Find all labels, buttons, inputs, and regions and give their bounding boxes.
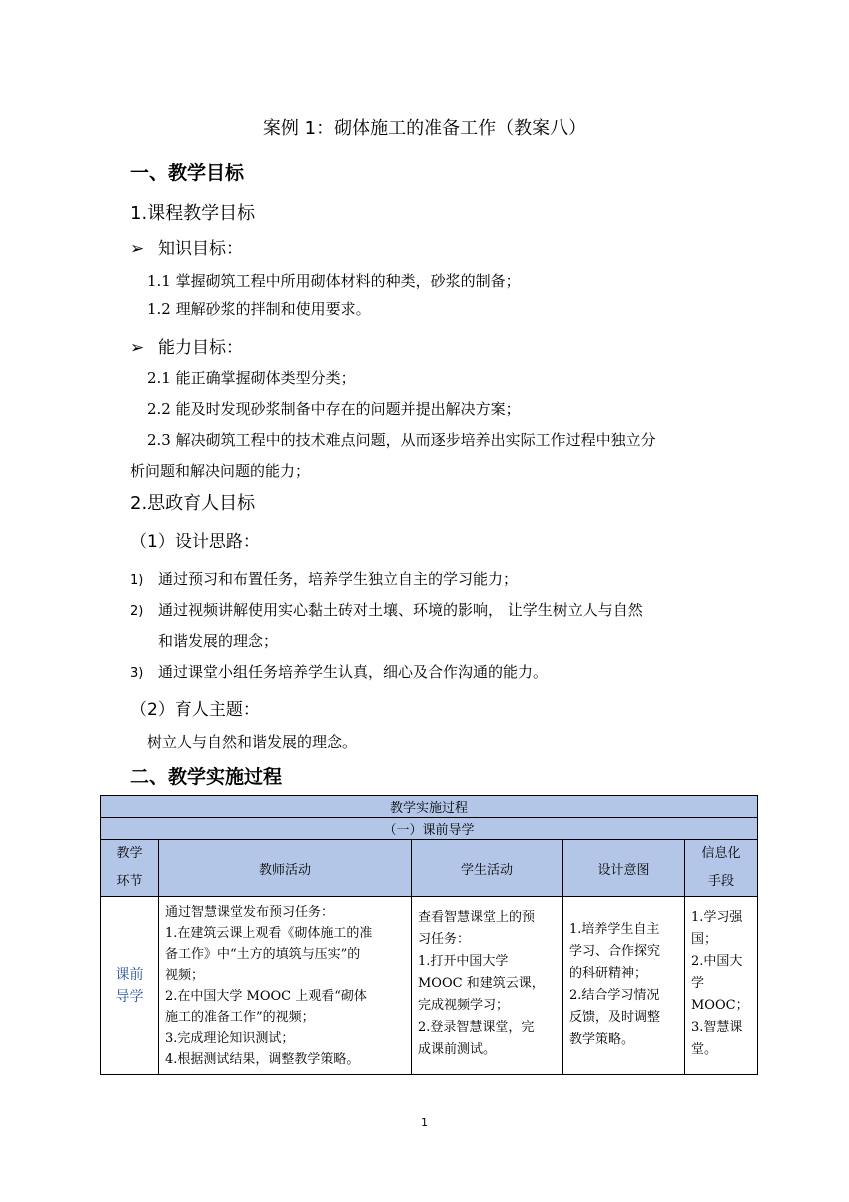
design-item <box>130 568 518 589</box>
cell-line: 国； <box>691 932 718 947</box>
header-stage <box>101 840 159 897</box>
design-item-text: 通过课堂小组任务培养学生认真，细心及合作沟通的能力。 <box>158 663 549 681</box>
header-it-line: 手段 <box>708 874 735 889</box>
cell-line: 2.在中国大学 MOOC 上观看“砌体 <box>165 988 367 1004</box>
cell-line: MOOC 和建筑云课， <box>418 976 545 991</box>
knowledge-goals-label: 知识目标： <box>158 239 243 259</box>
cell-it-means <box>685 897 758 1075</box>
table-row <box>101 897 758 1075</box>
section-heading-implementation: 二、教学实施过程 <box>130 766 283 788</box>
cell-line: 3.智慧课 <box>691 1020 743 1035</box>
knowledge-item: 1.1 掌握砌筑工程中所用砌体材料的种类，砂浆的制备； <box>147 272 521 290</box>
cell-line: 1.打开中国大学 <box>418 954 509 969</box>
knowledge-item: 1.2 理解砂浆的拌制和使用要求。 <box>147 300 371 318</box>
cell-line: 习任务： <box>418 932 471 947</box>
education-theme-heading: （2）育人主题： <box>130 700 260 720</box>
cell-line: 备工作》中“土方的填筑与压实”的 <box>165 946 361 962</box>
ability-goals-label: 能力目标： <box>158 338 243 358</box>
arrow-bullet-icon: ➢ <box>130 239 145 259</box>
ability-item: 2.2 能及时发现砂浆制备中存在的问题并提出解决方案； <box>147 400 521 418</box>
cell-line: 堂。 <box>691 1042 718 1057</box>
header-stage-line: 环节 <box>116 874 143 889</box>
cell-line: 1.学习强 <box>691 910 743 925</box>
ability-item: 2.1 能正确掌握砌体类型分类； <box>147 369 356 387</box>
teaching-process-table <box>100 795 758 1075</box>
knowledge-goals-heading <box>130 234 243 259</box>
design-item <box>130 599 643 620</box>
cell-teacher-activity <box>159 897 412 1075</box>
cell-line: 视频； <box>165 967 205 983</box>
cell-line: 成课前测试。 <box>418 1042 497 1057</box>
cell-line: 施工的准备工作”的视频； <box>165 1009 315 1025</box>
cell-line: 2.登录智慧课堂，完 <box>418 1020 535 1035</box>
design-item-number: 3) <box>130 666 144 681</box>
header-teacher-activity: 教师活动 <box>159 840 412 897</box>
cell-line: 查看智慧课堂上的预 <box>418 910 536 925</box>
cell-stage-line: 导学 <box>115 988 144 1005</box>
header-it-means <box>685 840 758 897</box>
header-it-line: 信息化 <box>701 846 741 861</box>
header-design-intent: 设计意图 <box>563 840 685 897</box>
cell-line: 通过智慧课堂发布预习任务： <box>165 904 335 920</box>
cell-line: 学习、合作探究 <box>569 944 661 959</box>
document-title: 案例 1：砌体施工的准备工作（教案八） <box>262 118 587 139</box>
design-item-continued: 和谐发展的理念； <box>158 632 279 650</box>
cell-line: 反馈，及时调整 <box>569 1010 661 1025</box>
cell-stage-line: 课前 <box>115 966 144 983</box>
subsection-heading-ideological-goals: 2.思政育人目标 <box>130 493 256 514</box>
cell-line: 1.在建筑云课上观看《砌体施工的准 <box>165 925 373 941</box>
cell-line: 4.根据测试结果，调整教学策略。 <box>165 1051 360 1067</box>
page-number: 1 <box>421 1116 428 1129</box>
cell-line: 1.培养学生自主 <box>569 922 660 937</box>
header-student-activity: 学生活动 <box>412 840 563 897</box>
cell-stage <box>101 897 159 1075</box>
design-item-number: 1) <box>130 573 144 588</box>
cell-line: MOOC； <box>691 998 749 1013</box>
cell-line: 3.完成理论知识测试； <box>165 1030 295 1046</box>
arrow-bullet-icon: ➢ <box>130 338 145 358</box>
ability-goals-heading <box>130 333 243 358</box>
cell-design-intent <box>563 897 685 1075</box>
table-caption: 教学实施过程 <box>101 796 758 818</box>
cell-student-activity <box>412 897 563 1075</box>
cell-line: 完成视频学习； <box>418 998 510 1013</box>
cell-line: 2.结合学习情况 <box>569 988 660 1003</box>
cell-line: 教学策略。 <box>569 1032 635 1047</box>
header-stage-line: 教学 <box>116 846 143 861</box>
ability-item: 2.3 解决砌筑工程中的技术难点问题，从而逐步培养出实际工作过程中独立分 <box>147 431 656 449</box>
education-theme-text: 树立人与自然和谐发展的理念。 <box>147 733 358 751</box>
table-subcaption: （一）课前导学 <box>101 818 758 840</box>
section-heading-teaching-goals: 一、教学目标 <box>130 162 245 184</box>
cell-line: 学 <box>691 976 705 991</box>
design-idea-heading: （1）设计思路： <box>130 532 260 552</box>
subsection-heading-course-goals: 1.课程教学目标 <box>130 203 256 224</box>
cell-line: 的科研精神； <box>569 966 648 981</box>
design-item-text: 通过视频讲解使用实心黏土砖对土壤、环境的影响， 让学生树立人与自然 <box>158 601 643 619</box>
design-item-number: 2) <box>130 604 144 619</box>
design-item-text: 通过预习和布置任务，培养学生独立自主的学习能力； <box>158 570 519 588</box>
design-item <box>130 661 548 682</box>
ability-item-continued: 析问题和解决问题的能力； <box>130 462 311 480</box>
cell-line: 2.中国大 <box>691 954 743 969</box>
